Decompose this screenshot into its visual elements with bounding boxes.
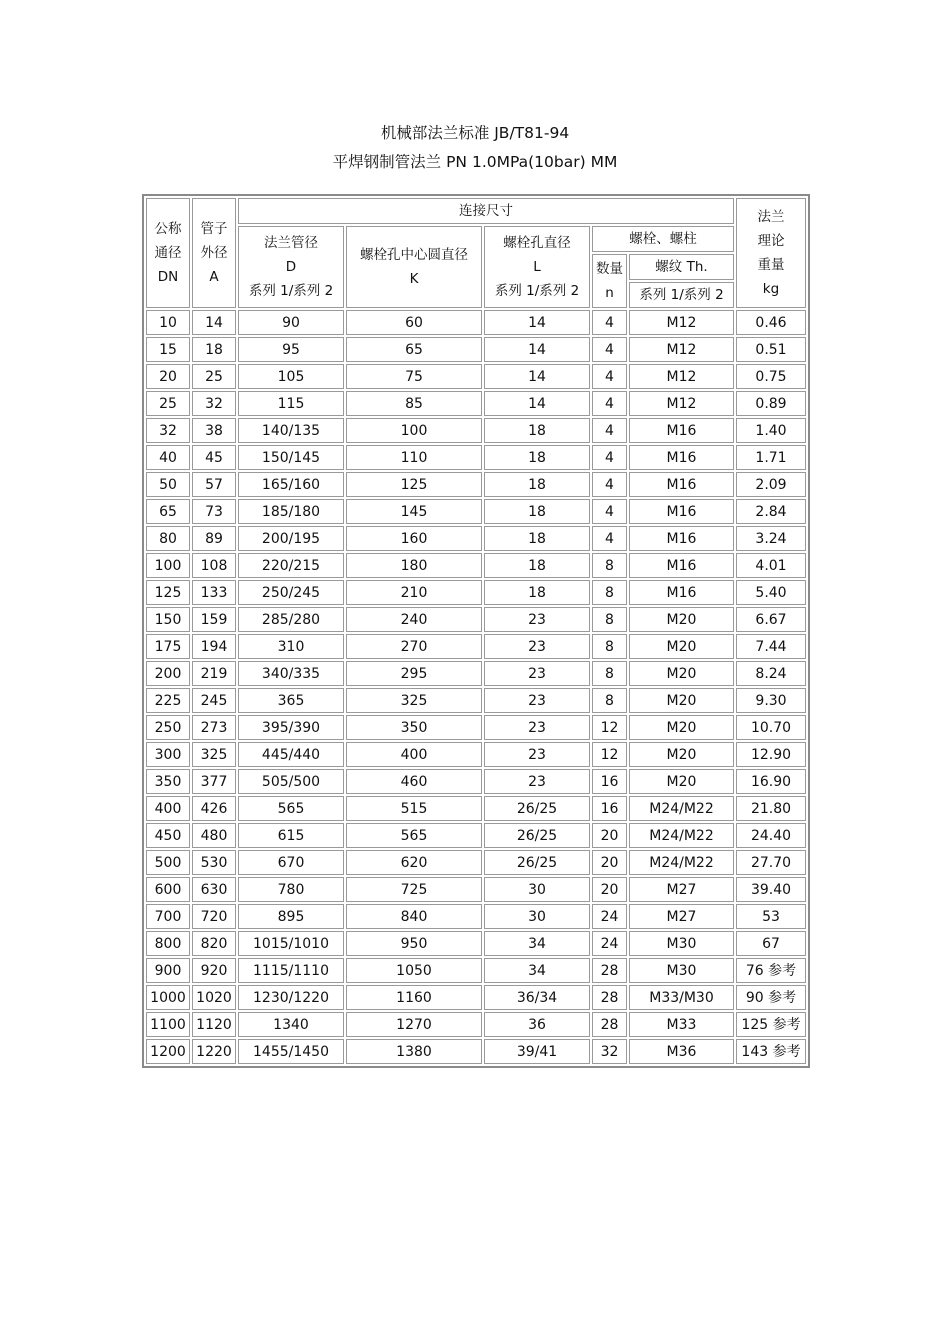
cell-bolt-circle: 295 [346,661,482,686]
header-bolt-circle-diameter: 螺栓孔中心圆直径 K [346,226,482,308]
cell-outer-diameter: 377 [192,769,236,794]
cell-dn: 50 [146,472,190,497]
cell-weight: 10.70 [736,715,806,740]
cell-flange-diameter: 95 [238,337,344,362]
cell-bolt-circle: 160 [346,526,482,551]
cell-bolt-count: 20 [592,823,627,848]
table-row [146,337,806,362]
cell-bolt-count: 16 [592,796,627,821]
cell-thread: M30 [629,931,734,956]
cell-bolt-count: 12 [592,715,627,740]
cell-bolt-hole: 14 [484,364,590,389]
cell-bolt-count: 8 [592,661,627,686]
header-thread: 螺纹 Th. [629,254,734,280]
cell-bolt-circle: 400 [346,742,482,767]
cell-flange-diameter: 340/335 [238,661,344,686]
cell-bolt-hole: 36 [484,1012,590,1037]
table-row [146,769,806,794]
cell-dn: 350 [146,769,190,794]
table-row [146,877,806,902]
cell-outer-diameter: 32 [192,391,236,416]
cell-dn: 25 [146,391,190,416]
cell-outer-diameter: 630 [192,877,236,902]
table-row [146,931,806,956]
cell-bolt-circle: 145 [346,499,482,524]
cell-weight: 2.84 [736,499,806,524]
cell-thread: M12 [629,391,734,416]
cell-thread: M33/M30 [629,985,734,1010]
cell-bolt-count: 4 [592,391,627,416]
cell-weight: 8.24 [736,661,806,686]
cell-bolt-hole: 23 [484,715,590,740]
cell-bolt-count: 4 [592,310,627,335]
cell-bolt-hole: 34 [484,931,590,956]
cell-thread: M20 [629,715,734,740]
cell-flange-diameter: 615 [238,823,344,848]
cell-bolt-hole: 14 [484,310,590,335]
cell-flange-diameter: 565 [238,796,344,821]
table-row [146,607,806,632]
table-row [146,1012,806,1037]
cell-bolt-circle: 240 [346,607,482,632]
cell-weight: 67 [736,931,806,956]
cell-bolt-count: 8 [592,607,627,632]
cell-bolt-circle: 725 [346,877,482,902]
cell-bolt-count: 20 [592,877,627,902]
cell-outer-diameter: 1020 [192,985,236,1010]
cell-bolt-count: 24 [592,931,627,956]
cell-bolt-count: 16 [592,769,627,794]
cell-flange-diameter: 310 [238,634,344,659]
cell-weight: 21.80 [736,796,806,821]
header-connection-dimensions: 连接尺寸 [238,198,734,224]
cell-dn: 800 [146,931,190,956]
header-flange-diameter: 法兰管径 D 系列 1/系列 2 [238,226,344,308]
cell-flange-diameter: 670 [238,850,344,875]
table-row [146,796,806,821]
cell-bolt-hole: 39/41 [484,1039,590,1064]
cell-outer-diameter: 89 [192,526,236,551]
cell-dn: 175 [146,634,190,659]
cell-bolt-hole: 18 [484,499,590,524]
cell-flange-diameter: 1455/1450 [238,1039,344,1064]
cell-weight: 0.75 [736,364,806,389]
header-bolt-hole-diameter: 螺栓孔直径 L 系列 1/系列 2 [484,226,590,308]
table-row [146,904,806,929]
cell-weight: 5.40 [736,580,806,605]
cell-thread: M24/M22 [629,850,734,875]
cell-flange-diameter: 90 [238,310,344,335]
cell-outer-diameter: 530 [192,850,236,875]
table-row [146,823,806,848]
cell-thread: M36 [629,1039,734,1064]
cell-bolt-circle: 125 [346,472,482,497]
cell-thread: M12 [629,337,734,362]
cell-bolt-hole: 18 [484,553,590,578]
cell-flange-diameter: 140/135 [238,418,344,443]
cell-weight: 1.71 [736,445,806,470]
table-row [146,499,806,524]
cell-dn: 32 [146,418,190,443]
cell-flange-diameter: 1340 [238,1012,344,1037]
cell-flange-diameter: 1230/1220 [238,985,344,1010]
cell-bolt-hole: 26/25 [484,796,590,821]
cell-dn: 500 [146,850,190,875]
cell-dn: 200 [146,661,190,686]
cell-outer-diameter: 25 [192,364,236,389]
cell-bolt-circle: 75 [346,364,482,389]
cell-outer-diameter: 1220 [192,1039,236,1064]
table-body [146,310,806,1064]
cell-thread: M16 [629,526,734,551]
table-row [146,418,806,443]
cell-weight: 4.01 [736,553,806,578]
cell-weight: 24.40 [736,823,806,848]
cell-outer-diameter: 426 [192,796,236,821]
cell-bolt-hole: 23 [484,661,590,686]
cell-thread: M24/M22 [629,823,734,848]
flange-spec-table [142,194,810,1068]
cell-outer-diameter: 14 [192,310,236,335]
cell-bolt-hole: 18 [484,580,590,605]
cell-bolt-count: 8 [592,688,627,713]
cell-dn: 15 [146,337,190,362]
cell-outer-diameter: 18 [192,337,236,362]
cell-outer-diameter: 73 [192,499,236,524]
cell-bolt-circle: 210 [346,580,482,605]
table-row [146,526,806,551]
cell-bolt-hole: 14 [484,337,590,362]
cell-bolt-count: 4 [592,337,627,362]
cell-bolt-hole: 18 [484,526,590,551]
cell-bolt-hole: 14 [484,391,590,416]
cell-bolt-hole: 26/25 [484,823,590,848]
cell-bolt-count: 8 [592,634,627,659]
cell-dn: 20 [146,364,190,389]
cell-bolt-count: 4 [592,526,627,551]
table-row [146,985,806,1010]
cell-flange-diameter: 395/390 [238,715,344,740]
cell-bolt-count: 4 [592,418,627,443]
cell-bolt-circle: 325 [346,688,482,713]
cell-thread: M16 [629,445,734,470]
cell-flange-diameter: 200/195 [238,526,344,551]
cell-outer-diameter: 273 [192,715,236,740]
table-row [146,715,806,740]
cell-outer-diameter: 720 [192,904,236,929]
cell-bolt-circle: 1050 [346,958,482,983]
cell-dn: 600 [146,877,190,902]
cell-flange-diameter: 505/500 [238,769,344,794]
table-row [146,553,806,578]
cell-weight: 27.70 [736,850,806,875]
cell-weight: 125 参考 [736,1012,806,1037]
cell-bolt-hole: 30 [484,877,590,902]
table-row [146,958,806,983]
cell-bolt-circle: 840 [346,904,482,929]
cell-weight: 39.40 [736,877,806,902]
cell-bolt-hole: 18 [484,445,590,470]
cell-bolt-circle: 460 [346,769,482,794]
cell-flange-diameter: 165/160 [238,472,344,497]
cell-bolt-count: 28 [592,1012,627,1037]
cell-outer-diameter: 38 [192,418,236,443]
cell-bolt-hole: 23 [484,769,590,794]
cell-dn: 65 [146,499,190,524]
table-row [146,661,806,686]
cell-thread: M16 [629,580,734,605]
cell-dn: 225 [146,688,190,713]
cell-bolt-circle: 270 [346,634,482,659]
cell-dn: 900 [146,958,190,983]
cell-weight: 3.24 [736,526,806,551]
cell-bolt-count: 4 [592,445,627,470]
cell-weight: 1.40 [736,418,806,443]
cell-thread: M16 [629,472,734,497]
cell-bolt-circle: 565 [346,823,482,848]
cell-flange-diameter: 250/245 [238,580,344,605]
cell-outer-diameter: 108 [192,553,236,578]
cell-flange-diameter: 1115/1110 [238,958,344,983]
table-row [146,1039,806,1064]
cell-thread: M33 [629,1012,734,1037]
cell-bolt-circle: 65 [346,337,482,362]
cell-bolt-circle: 110 [346,445,482,470]
document-title: 机械部法兰标准 JB/T81-94 [380,124,570,142]
table-row [146,688,806,713]
cell-thread: M20 [629,742,734,767]
cell-dn: 10 [146,310,190,335]
table-row [146,580,806,605]
cell-bolt-count: 32 [592,1039,627,1064]
cell-bolt-count: 28 [592,958,627,983]
header-thread-series: 系列 1/系列 2 [629,282,734,308]
cell-bolt-count: 4 [592,499,627,524]
cell-dn: 125 [146,580,190,605]
cell-bolt-circle: 100 [346,418,482,443]
cell-bolt-count: 4 [592,472,627,497]
cell-outer-diameter: 820 [192,931,236,956]
cell-thread: M16 [629,499,734,524]
cell-bolt-circle: 1270 [346,1012,482,1037]
cell-bolt-hole: 34 [484,958,590,983]
cell-thread: M16 [629,418,734,443]
cell-outer-diameter: 219 [192,661,236,686]
cell-bolt-count: 8 [592,553,627,578]
cell-outer-diameter: 480 [192,823,236,848]
cell-dn: 100 [146,553,190,578]
cell-dn: 1100 [146,1012,190,1037]
cell-weight: 0.89 [736,391,806,416]
header-weight: 法兰 理论 重量 kg [736,198,806,308]
cell-flange-diameter: 105 [238,364,344,389]
cell-thread: M30 [629,958,734,983]
cell-outer-diameter: 133 [192,580,236,605]
cell-flange-diameter: 445/440 [238,742,344,767]
cell-flange-diameter: 220/215 [238,553,344,578]
cell-flange-diameter: 285/280 [238,607,344,632]
cell-bolt-circle: 1380 [346,1039,482,1064]
cell-bolt-count: 12 [592,742,627,767]
cell-bolt-hole: 26/25 [484,850,590,875]
header-outer-diameter: 管子 外径 A [192,198,236,308]
table-row [146,445,806,470]
cell-bolt-hole: 18 [484,472,590,497]
cell-thread: M20 [629,688,734,713]
cell-flange-diameter: 115 [238,391,344,416]
cell-weight: 6.67 [736,607,806,632]
cell-outer-diameter: 57 [192,472,236,497]
cell-dn: 250 [146,715,190,740]
cell-bolt-hole: 36/34 [484,985,590,1010]
header-dn: 公称 通径 DN [146,198,190,308]
table-row [146,634,806,659]
cell-bolt-circle: 950 [346,931,482,956]
cell-bolt-hole: 23 [484,607,590,632]
cell-outer-diameter: 920 [192,958,236,983]
cell-outer-diameter: 45 [192,445,236,470]
cell-dn: 400 [146,796,190,821]
cell-bolt-count: 8 [592,580,627,605]
cell-dn: 40 [146,445,190,470]
cell-bolt-circle: 1160 [346,985,482,1010]
cell-thread: M20 [629,634,734,659]
cell-flange-diameter: 780 [238,877,344,902]
cell-dn: 300 [146,742,190,767]
cell-dn: 80 [146,526,190,551]
cell-thread: M20 [629,769,734,794]
cell-bolt-hole: 18 [484,418,590,443]
cell-bolt-hole: 23 [484,688,590,713]
cell-dn: 450 [146,823,190,848]
cell-thread: M27 [629,904,734,929]
cell-weight: 2.09 [736,472,806,497]
cell-weight: 53 [736,904,806,929]
cell-bolt-circle: 180 [346,553,482,578]
cell-dn: 150 [146,607,190,632]
cell-bolt-circle: 60 [346,310,482,335]
cell-flange-diameter: 1015/1010 [238,931,344,956]
cell-weight: 9.30 [736,688,806,713]
cell-flange-diameter: 895 [238,904,344,929]
table-row [146,850,806,875]
cell-weight: 76 参考 [736,958,806,983]
cell-thread: M20 [629,661,734,686]
cell-thread: M12 [629,364,734,389]
cell-weight: 0.46 [736,310,806,335]
cell-thread: M24/M22 [629,796,734,821]
cell-bolt-circle: 350 [346,715,482,740]
cell-dn: 1000 [146,985,190,1010]
cell-weight: 90 参考 [736,985,806,1010]
cell-weight: 16.90 [736,769,806,794]
cell-weight: 7.44 [736,634,806,659]
cell-bolt-circle: 515 [346,796,482,821]
cell-bolt-circle: 85 [346,391,482,416]
cell-outer-diameter: 1120 [192,1012,236,1037]
cell-weight: 143 参考 [736,1039,806,1064]
cell-bolt-hole: 30 [484,904,590,929]
cell-bolt-hole: 23 [484,742,590,767]
cell-thread: M20 [629,607,734,632]
cell-thread: M27 [629,877,734,902]
cell-weight: 12.90 [736,742,806,767]
cell-bolt-count: 28 [592,985,627,1010]
table-row [146,364,806,389]
table-row [146,742,806,767]
cell-dn: 1200 [146,1039,190,1064]
document-subtitle: 平焊钢制管法兰 PN 1.0MPa(10bar) MM [332,153,618,171]
cell-bolt-count: 24 [592,904,627,929]
cell-flange-diameter: 185/180 [238,499,344,524]
cell-outer-diameter: 245 [192,688,236,713]
cell-thread: M16 [629,553,734,578]
header-bolts: 螺栓、螺柱 [592,226,734,252]
cell-outer-diameter: 194 [192,634,236,659]
cell-flange-diameter: 150/145 [238,445,344,470]
cell-flange-diameter: 365 [238,688,344,713]
cell-outer-diameter: 159 [192,607,236,632]
table-header [146,198,806,308]
cell-bolt-count: 20 [592,850,627,875]
cell-bolt-count: 4 [592,364,627,389]
cell-dn: 700 [146,904,190,929]
cell-bolt-circle: 620 [346,850,482,875]
table-row [146,472,806,497]
cell-outer-diameter: 325 [192,742,236,767]
table-row [146,391,806,416]
header-bolt-count: 数量 n [592,254,627,308]
cell-thread: M12 [629,310,734,335]
table-row [146,310,806,335]
cell-bolt-hole: 23 [484,634,590,659]
cell-weight: 0.51 [736,337,806,362]
